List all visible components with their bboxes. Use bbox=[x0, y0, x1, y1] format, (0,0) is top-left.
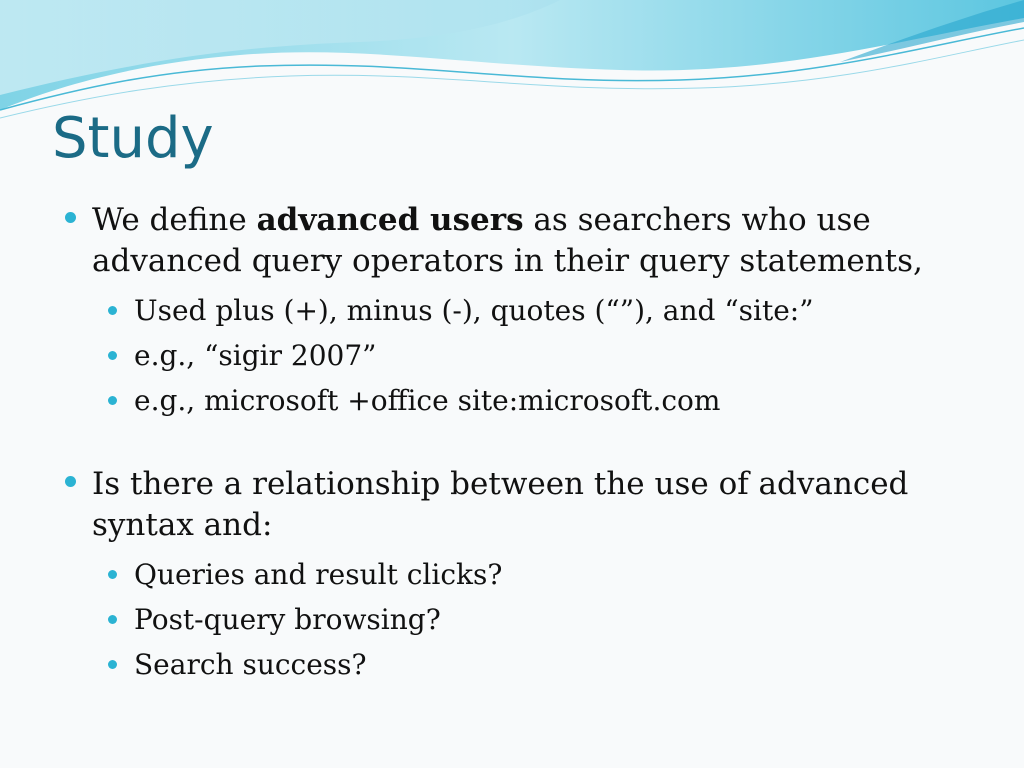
sub-bullet-text: Used plus (+), minus (-), quotes (“”), and “site:” bbox=[134, 294, 814, 327]
sub-bullet bbox=[60, 597, 980, 642]
sub-bullet-dot-icon bbox=[108, 615, 117, 624]
sub-bullet-dot-icon bbox=[108, 306, 117, 315]
sub-bullet-text: e.g., microsoft +office site:microsoft.com bbox=[134, 384, 721, 417]
bullet-dot-icon bbox=[65, 476, 76, 487]
sub-bullet-text: Queries and result clicks? bbox=[134, 558, 503, 591]
sub-bullet-text: Search success? bbox=[134, 648, 367, 681]
sub-bullet-dot-icon bbox=[108, 351, 117, 360]
sub-bullet-dot-icon bbox=[108, 660, 117, 669]
bullet-advanced-users bbox=[60, 200, 980, 282]
bullet-dot-icon bbox=[65, 212, 76, 223]
bullet-text: Is there a relationship between the use of advanced syntax and: bbox=[92, 466, 909, 543]
bullet-text-prefix: We define bbox=[92, 202, 257, 238]
sub-bullet bbox=[60, 642, 980, 687]
sub-bullet-dot-icon bbox=[108, 396, 117, 405]
sub-bullet-dot-icon bbox=[108, 570, 117, 579]
sub-bullet bbox=[60, 288, 980, 333]
slide-title: Study bbox=[52, 106, 214, 171]
bullet-text-suffix: as searchers who use advanced query operators in their query statements, bbox=[92, 202, 923, 279]
bullet-relationship-question bbox=[60, 464, 980, 546]
sub-bullet bbox=[60, 552, 980, 597]
sub-bullet-text: Post-query browsing? bbox=[134, 603, 441, 636]
sub-bullet-text: e.g., “sigir 2007” bbox=[134, 339, 377, 372]
sub-bullet bbox=[60, 333, 980, 378]
slide-content bbox=[60, 200, 980, 687]
sub-bullet bbox=[60, 378, 980, 423]
bullet-text-bold: advanced users bbox=[256, 202, 524, 238]
